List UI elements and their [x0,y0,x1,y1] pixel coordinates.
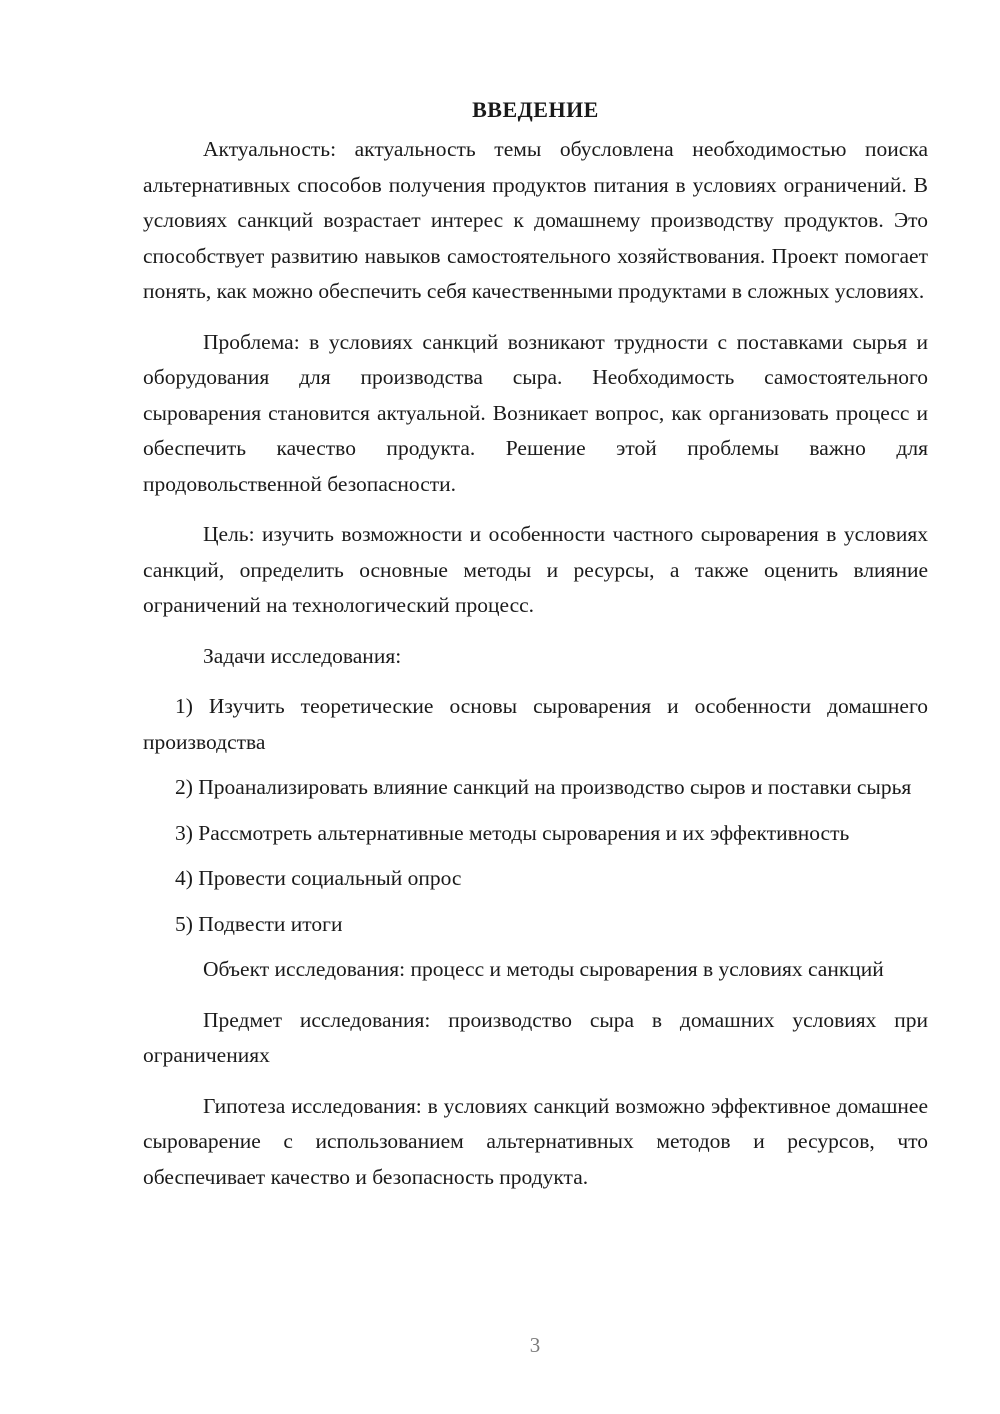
page-number: 3 [529,1333,541,1357]
paragraph-hypothesis: Гипотеза исследования: в условиях санкций возможно эффективное домашнее сыроварение с использованием альтернативных методов и ресурсов, что обеспечивает качество и безопасность продукта. [143,1093,928,1189]
paragraph-object: Объект исследования: процесс и методы сыроварения в условиях санкций [203,957,884,981]
task-item-1: 1) Изучить теоретические основы сыроварения и особенности домашнего производства [143,694,928,754]
task-item-4: 4) Провести социальный опрос [175,866,462,890]
paragraph-goal: Цель: изучить возможности и особенности частного сыроварения в условиях санкций, определить основные методы и ресурсы, а также оценить влияние ограничений на технологический процесс. [143,522,928,617]
paragraph-relevance: Актуальность: актуальность темы обусловлена необходимостью поиска альтернативных способов получения продуктов питания в условиях ограничений. В условиях санкций возрастает интерес к домашнему производству продуктов. Это способствует развитию навыков самостоятельного хозяйствования. Проект помогает понять, как можно обеспечить себя качественными продуктами в сложных условиях. [143,137,928,303]
task-item-2: 2) Проанализировать влияние санкций на производство сыров и поставки сырья [175,775,912,799]
task-item-5: 5) Подвести итоги [175,911,343,936]
paragraph-subject: Предмет исследования: производство сыра в домашних условиях при ограничениях [143,1007,928,1067]
page-title: ВВЕДЕНИЕ [472,97,599,122]
tasks-heading: Задачи исследования: [203,643,402,668]
tasks-list [143,689,928,942]
paragraph-problem: Проблема: в условиях санкций возникают трудности с поставками сырья и оборудования для производства сыра. Необходимость самостоятельного сыроварения становится актуальной. Возникает вопрос, как организовать процесс и обеспечить качество продукта. Решение этой проблемы важно для продовольственной безопасности. [143,329,928,496]
document-page [143,92,928,1210]
task-item-3: 3) Рассмотреть альтернативные методы сыроварения и их эффективность [175,820,850,845]
